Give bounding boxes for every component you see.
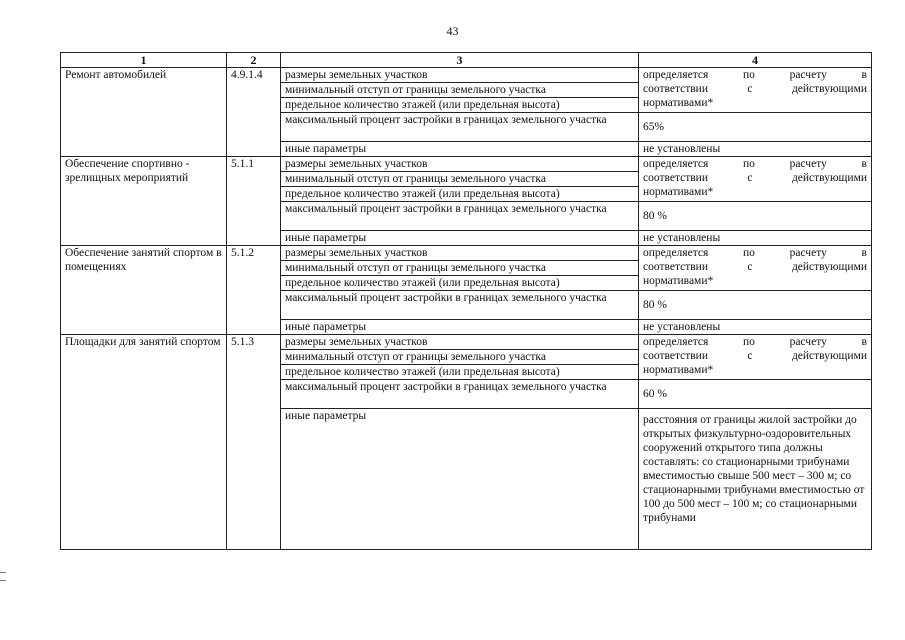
value-calc: определяется по расчету в соответствии с действующими нормативами* — [639, 335, 872, 380]
param-plot-size: размеры земельных участков — [281, 335, 639, 350]
value-pct: 60 % — [639, 380, 872, 409]
param-other: иные параметры — [281, 142, 639, 157]
param-min-setback: минимальный отступ от границы земельного участка — [281, 350, 639, 365]
param-min-setback: минимальный отступ от границы земельного участка — [281, 261, 639, 276]
param-other: иные параметры — [281, 320, 639, 335]
table-row — [61, 157, 872, 172]
param-plot-size: размеры земельных участков — [281, 157, 639, 172]
header-col-2: 2 — [227, 53, 281, 68]
value-pct: 80 % — [639, 202, 872, 231]
page-number: 43 — [446, 24, 459, 38]
param-floors: предельное количество этажей (или предельная высота) — [281, 365, 639, 380]
param-min-setback: минимальный отступ от границы земельного участка — [281, 83, 639, 98]
regulations-table — [60, 52, 872, 550]
table-row — [61, 246, 872, 261]
param-floors: предельное количество этажей (или предельная высота) — [281, 187, 639, 202]
header-col-1: 1 — [61, 53, 227, 68]
param-other: иные параметры — [281, 231, 639, 246]
param-max-coverage: максимальный процент застройки в границах земельного участка — [281, 202, 639, 231]
header-row — [61, 53, 872, 68]
param-max-coverage: максимальный процент застройки в границах земельного участка — [281, 113, 639, 142]
value-not-set: не установлены — [639, 231, 872, 246]
param-max-coverage: максимальный процент застройки в границах земельного участка — [281, 380, 639, 409]
param-min-setback: минимальный отступ от границы земельного участка — [281, 172, 639, 187]
param-floors: предельное количество этажей (или предельная высота) — [281, 98, 639, 113]
header-col-3: 3 — [281, 53, 639, 68]
use-code: 5.1.2 — [227, 246, 281, 335]
margin-mark — [0, 572, 6, 573]
use-name: Ремонт автомобилей — [61, 68, 227, 157]
margin-mark — [0, 580, 6, 581]
value-calc: определяется по расчету в соответствии с действующими нормативами* — [639, 68, 872, 113]
value-pct: 65% — [639, 113, 872, 142]
table-row — [61, 335, 872, 350]
header-col-4: 4 — [639, 53, 872, 68]
value-pct: 80 % — [639, 291, 872, 320]
value-calc: определяется по расчету в соответствии с действующими нормативами* — [639, 157, 872, 202]
value-not-set: не установлены — [639, 320, 872, 335]
value-not-set: не установлены — [639, 142, 872, 157]
use-name: Обеспечение спортивно - зрелищных мероприятий — [61, 157, 227, 246]
param-max-coverage: максимальный процент застройки в границах земельного участка — [281, 291, 639, 320]
value-calc: определяется по расчету в соответствии с действующими нормативами* — [639, 246, 872, 291]
param-plot-size: размеры земельных участков — [281, 68, 639, 83]
use-code: 5.1.3 — [227, 335, 281, 550]
param-other: иные параметры — [281, 409, 639, 550]
param-floors: предельное количество этажей (или предельная высота) — [281, 276, 639, 291]
value-other-distances: расстояния от границы жилой застройки до открытых физкультурно-оздоровительных сооружений открытого типа должны составлять: со стационарными трибунами вместимостью свыше 500 мест – 300 м; со стационарными трибунами вместимостью от 100 до 500 мест – 100 м; со стационарными трибунами — [639, 409, 872, 550]
use-code: 5.1.1 — [227, 157, 281, 246]
use-name: Обеспечение занятий спортом в помещениях — [61, 246, 227, 335]
table-row — [61, 68, 872, 83]
use-code: 4.9.1.4 — [227, 68, 281, 157]
use-name: Площадки для занятий спортом — [61, 335, 227, 550]
param-plot-size: размеры земельных участков — [281, 246, 639, 261]
